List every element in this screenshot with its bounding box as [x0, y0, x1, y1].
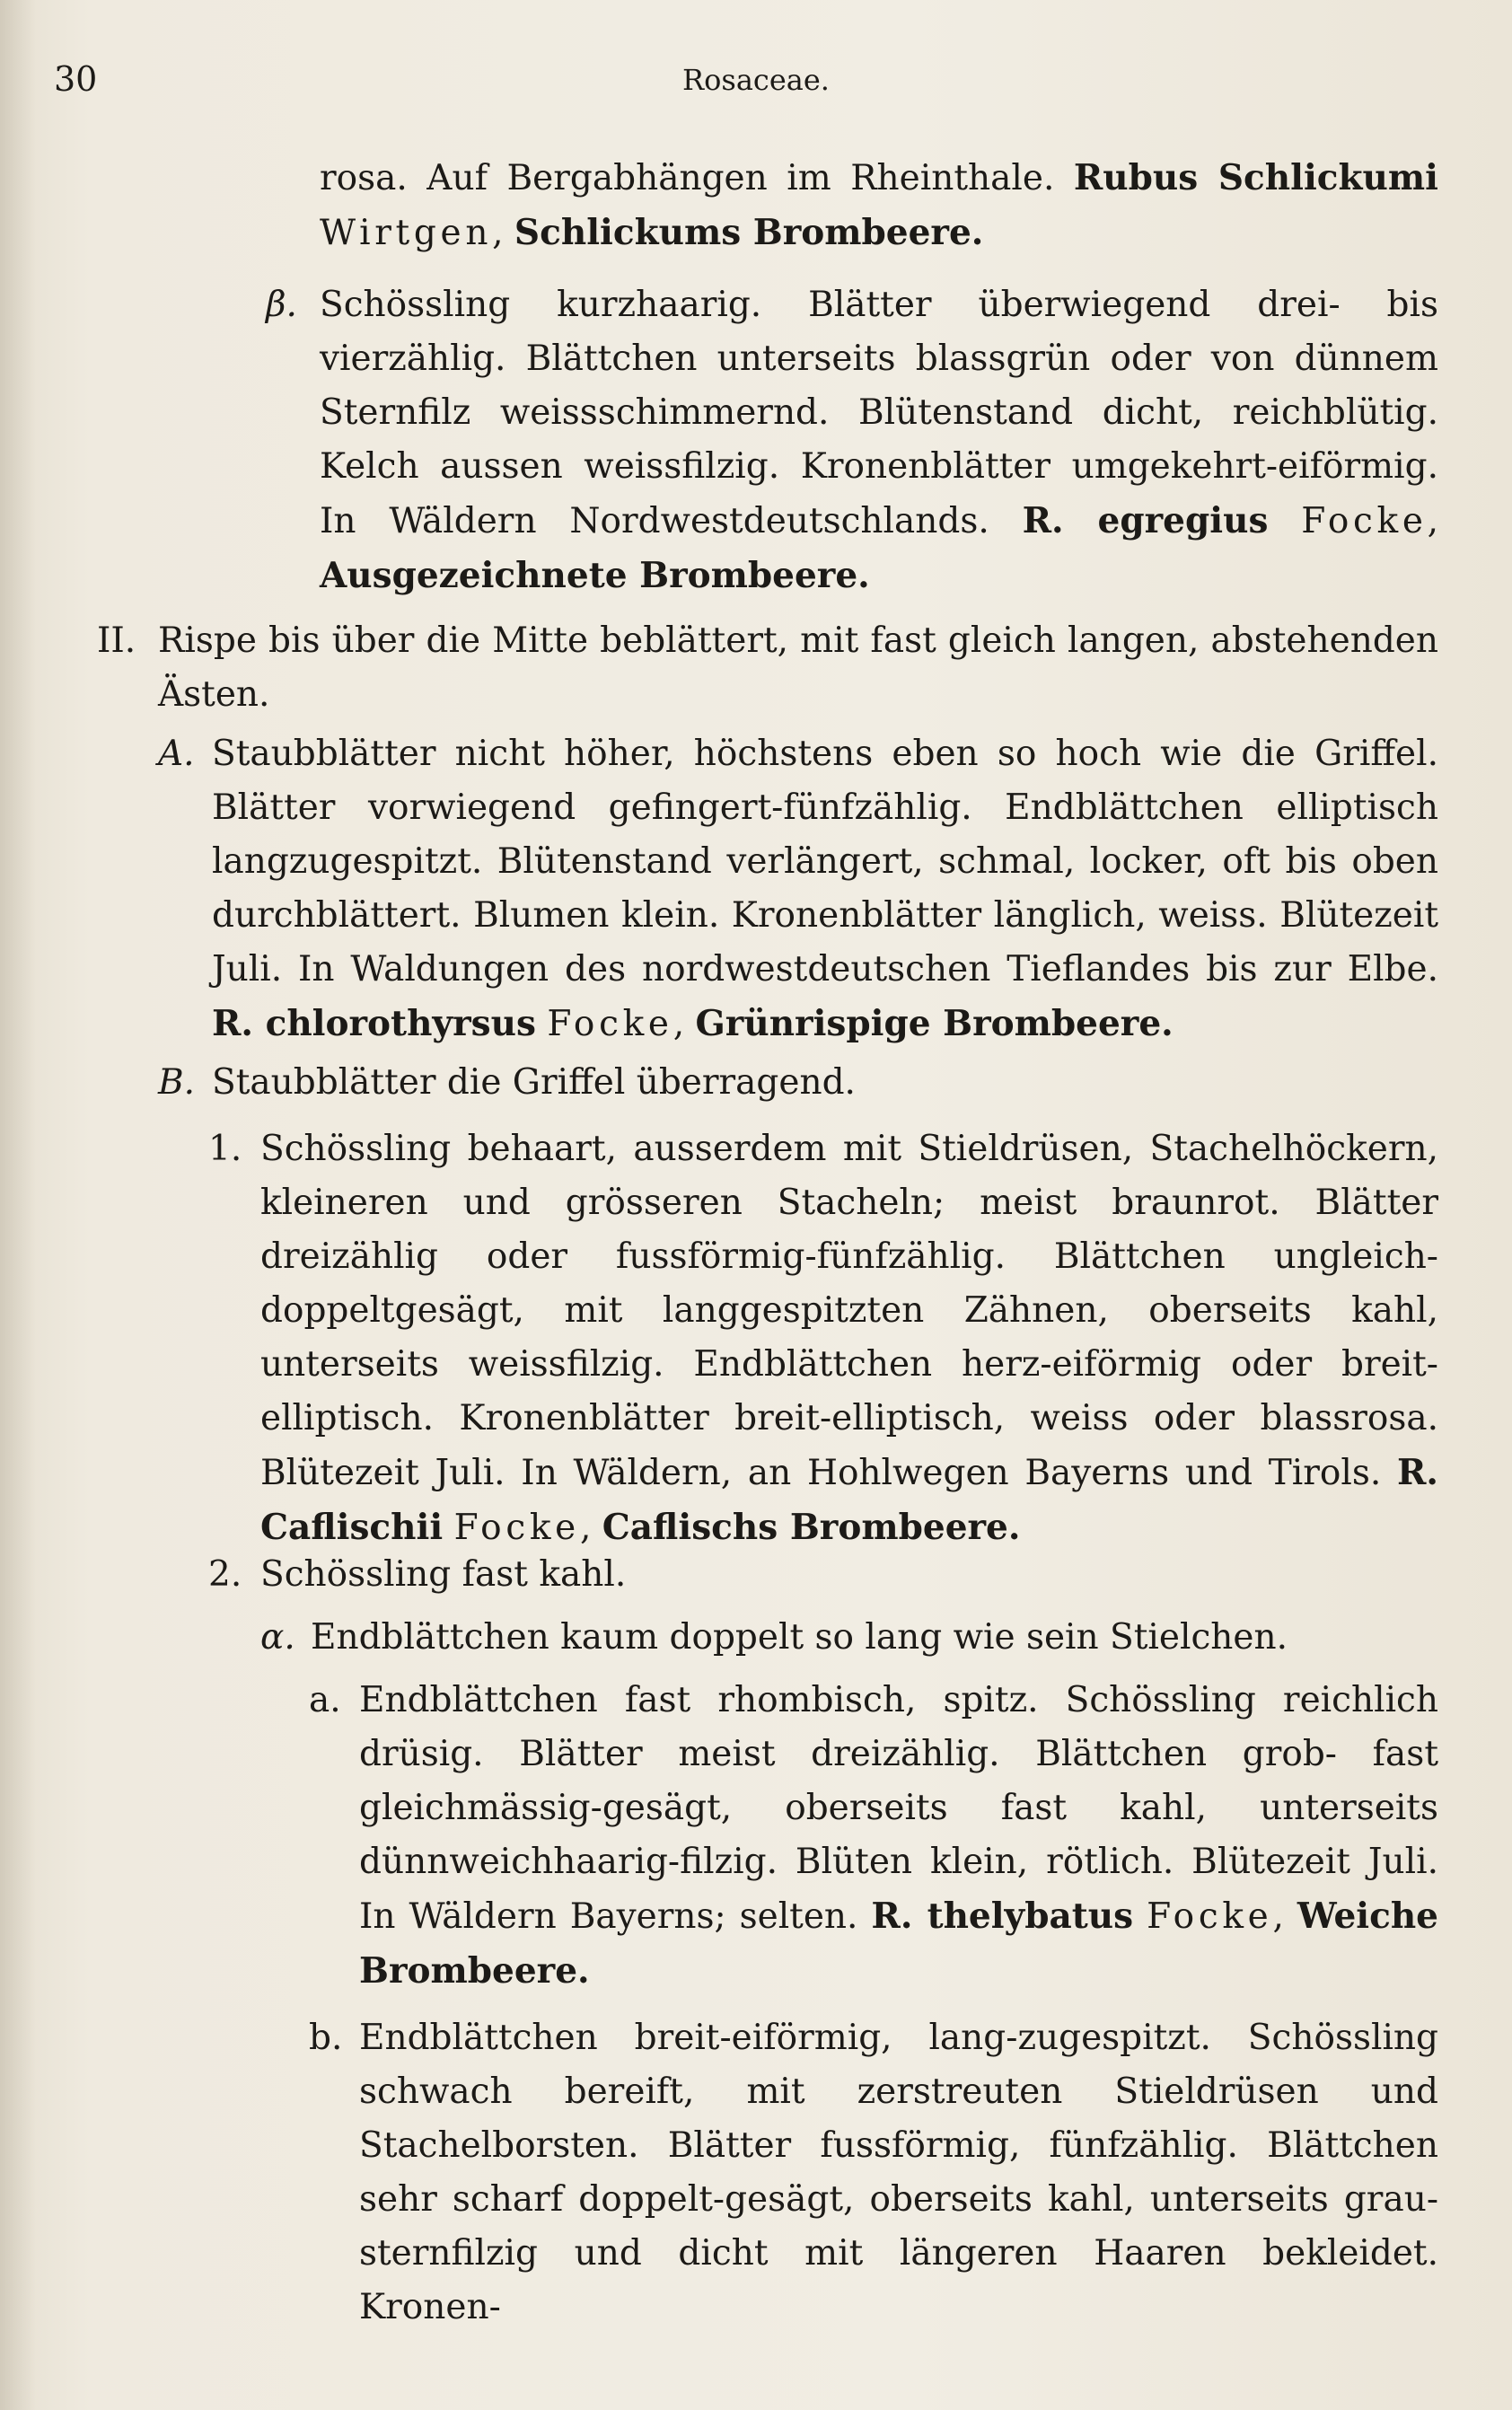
description-text: Staubblätter die Griffel überragend.: [212, 1062, 856, 1103]
page-fold-shadow: [0, 0, 36, 2410]
description-text: [1268, 501, 1301, 541]
entry-text: [212, 1056, 1438, 1110]
entry-text: [260, 1548, 1438, 1602]
species-name: R. chlorothyrsus: [212, 1003, 536, 1044]
key-entry: [309, 2011, 1438, 2335]
description-text: Staubblätter nicht höher, höchstens eben so hoch wie die Griffel. Blätter vorwiegend gefingert-fünfzählig. Endblättchen elliptisch langzugespitzt. Blütenstand verlängert, schmal, locker, oft bis oben durchblättert. Blumen klein. Kronenblätter länglich, weiss. Blütezeit Juli. In Waldungen des nordwestdeutschen Tieflandes bis zur Elbe.: [212, 734, 1438, 990]
description-text: Schössling behaart, ausserdem mit Stieldrüsen, Stachelhöckern, kleineren und grösseren Stacheln; meist braunrot. Blätter dreizählig oder fussförmig-fünfzählig. Blättchen ungleich-doppeltgesägt, mit langgespitzten Zähnen, oberseits kahl, unterseits weissfilzig. Endblättchen herz-eiförmig oder breit-elliptisch. Kronenblätter breit-elliptisch, weiss oder blassrosa. Blütezeit Juli. In Wäldern, an Hohlwegen Bayerns und Tirols.: [260, 1129, 1438, 1493]
description-text: Endblättchen kaum doppelt so lang wie sein Stielchen.: [311, 1617, 1288, 1658]
key-entry: [266, 278, 1438, 603]
key-entry: [208, 1548, 1438, 1602]
entry-text: [320, 278, 1438, 603]
species-name: Grünrispige Brombeere.: [695, 1003, 1174, 1044]
species-name: Rubus Schlickumi: [1073, 157, 1438, 198]
description-text: rosa. Auf Bergabhängen im Rheinthale.: [320, 158, 1074, 198]
description-text: ,: [579, 1508, 602, 1548]
entry-marker: A.: [158, 734, 195, 774]
key-entry: [158, 1056, 1438, 1110]
species-name: R. thelybatus: [871, 1895, 1134, 1937]
entry-text: [260, 1122, 1438, 1555]
author-name: Focke: [453, 1508, 580, 1548]
key-entry: [320, 151, 1438, 260]
entry-text: [212, 727, 1438, 1051]
entry-marker: B.: [158, 1062, 196, 1103]
description-text: Schössling kurzhaarig. Blätter überwiegend drei- bis vierzählig. Blättchen unterseits blassgrün oder von dünnem Sternfilz weissschimmernd. Blütenstand dicht, reichblütig. Kelch aussen weissfilzig. Kronenblätter umgekehrt-eiförmig. In Wäldern Nordwestdeutschlands.: [320, 285, 1438, 541]
entry-marker: a.: [309, 1680, 341, 1720]
entry-marker: 2.: [208, 1554, 242, 1595]
entry-marker: b.: [309, 2018, 343, 2058]
entry-marker: II.: [97, 620, 136, 661]
description-text: ,: [672, 1004, 696, 1044]
entry-text: [359, 2011, 1438, 2335]
species-name: R. egregius: [1022, 500, 1269, 541]
species-name: Caflischs Brombeere.: [602, 1507, 1021, 1548]
description-text: Schössling fast kahl.: [260, 1554, 627, 1595]
key-entry: [97, 614, 1438, 722]
author-name: Wirtgen: [320, 213, 493, 253]
author-name: Focke: [1147, 1896, 1273, 1937]
description-text: [536, 1004, 547, 1044]
entry-text: [311, 1611, 1438, 1665]
key-entry: [260, 1611, 1438, 1665]
entry-text: [158, 614, 1438, 722]
key-entry: [158, 727, 1438, 1051]
description-text: Endblättchen fast rhombisch, spitz. Schössling reichlich drüsig. Blätter meist dreizählig. Blättchen grob- fast gleichmässig-gesägt, oberseits fast kahl, unterseits dünnweichhaarig-filzig. Blüten klein, rötlich. Blütezeit Juli. In Wäldern Bayerns; selten.: [359, 1680, 1438, 1937]
description-text: Rispe bis über die Mitte beblättert, mit fast gleich langen, abstehenden Ästen.: [158, 620, 1438, 715]
entry-marker: 1.: [208, 1129, 242, 1169]
key-entry: [208, 1122, 1438, 1555]
species-name: R. Caflischii: [260, 1452, 1438, 1548]
running-head: Rosaceae.: [682, 63, 830, 97]
page-header: [54, 59, 1458, 113]
entry-text: [359, 1674, 1438, 1999]
species-name: Ausgezeichnete Brombeere.: [320, 555, 870, 596]
description-text: ,: [1427, 501, 1438, 541]
description-text: [443, 1508, 453, 1548]
author-name: Focke: [547, 1004, 673, 1044]
entry-marker: α.: [260, 1617, 295, 1658]
description-text: ,: [492, 213, 514, 253]
entry-marker: β.: [266, 285, 297, 325]
description-text: ,: [1272, 1896, 1297, 1937]
entry-text: [320, 151, 1438, 260]
key-entry: [309, 1674, 1438, 1999]
page-number: 30: [54, 59, 98, 99]
species-name: Schlickums Brombeere.: [514, 212, 984, 253]
description-text: [1133, 1896, 1147, 1937]
description-text: Endblättchen breit-eiförmig, lang-zugespitzt. Schössling schwach bereift, mit zerstreuten Stieldrüsen und Stachelborsten. Blätter fussförmig, fünfzählig. Blättchen sehr scharf doppelt-gesägt, oberseits kahl, unterseits grau-sternfilzig und dicht mit längeren Haaren bekleidet. Kronen-: [359, 2018, 1438, 2327]
species-name: Weiche Brombeere.: [359, 1895, 1438, 1992]
author-name: Focke: [1301, 501, 1428, 541]
